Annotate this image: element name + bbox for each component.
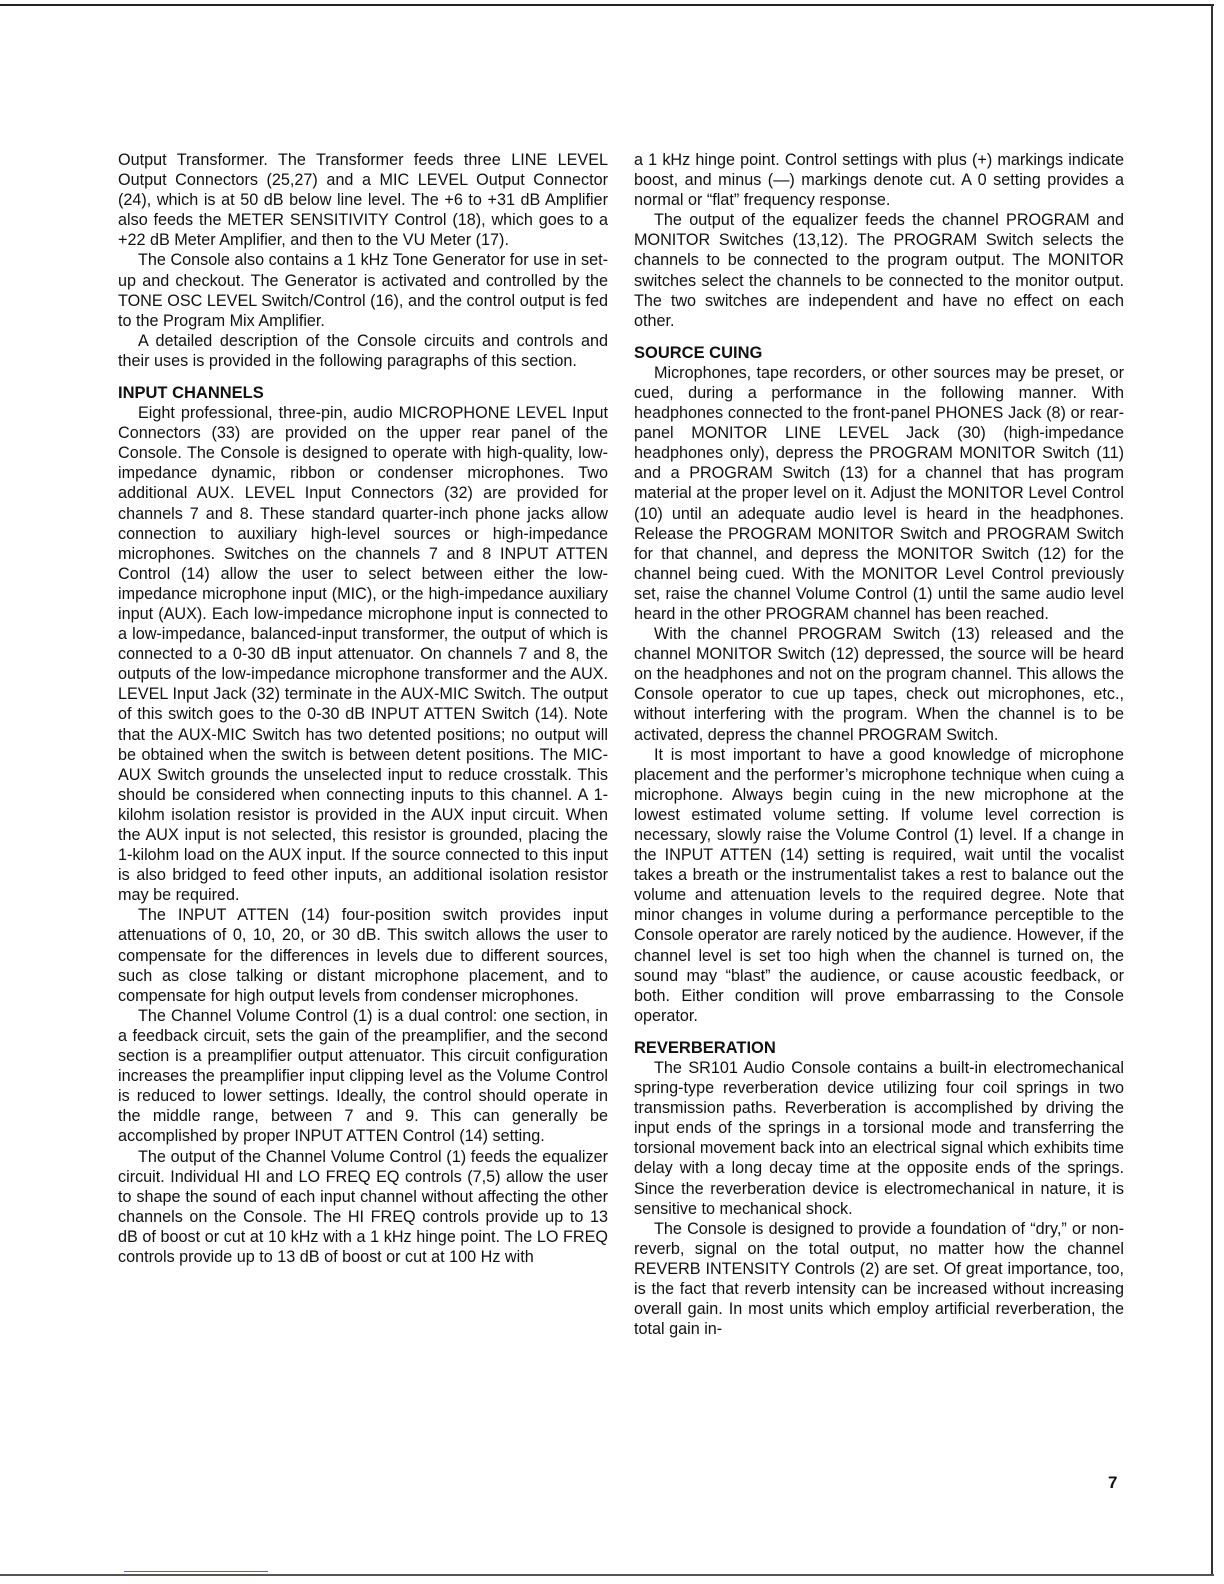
right-column (634, 150, 1124, 1339)
section-heading-reverberation: REVERBERATION (634, 1038, 776, 1057)
scan-mark (124, 1571, 268, 1572)
paragraph: Microphones, tape recorders, or other sources may be preset, or cued, during a performance in the following manner. With headphones connected to the front-panel PHONES Jack (8) or rear-panel MONITOR LINE LEVEL Jack (30) (high-impedance headphones only), depress the PROGRAM MONITOR Switch (11) and a PROGRAM Switch (13) for a channel that has program material at the proper level on it. Adjust the MONITOR Level Control (10) until an adequate audio level is heard in the headphones. Release the PROGRAM MONITOR Switch and PROGRAM Switch for that channel, and depress the MONITOR Switch (12) for the channel being cued. With the MONITOR Level Control previously set, raise the channel Volume Control (1) until the same audio level heard in the other PROGRAM channel has been reached. (634, 363, 1124, 623)
page-border-top (0, 4, 1214, 6)
left-column (118, 150, 608, 1267)
paragraph: The Console also contains a 1 kHz Tone Generator for use in set-up and checkout. The Generator is activated and controlled by the TONE OSC LEVEL Switch/Control (16), and the control output is fed to the Program Mix Amplifier. (118, 251, 608, 330)
page-border-bottom (0, 1574, 1214, 1576)
paragraph: The Console is designed to provide a foundation of “dry,” or non-reverb, signal on the total output, no matter how the channel REVERB INTENSITY Controls (2) are set. Of great importance, too, is the fact that reverb intensity can be increased without increasing overall gain. In most units which employ artificial reverberation, the total gain in- (634, 1219, 1124, 1339)
paragraph: A detailed description of the Console circuits and controls and their uses is provided in the following paragraphs of this section. (118, 331, 608, 370)
section-heading-input-channels: INPUT CHANNELS (118, 384, 264, 403)
section-heading-source-cuing: SOURCE CUING (634, 343, 763, 362)
paragraph: The SR101 Audio Console contains a built-in electromechanical spring-type reverberation device utilizing four coil springs in two transmission paths. Reverberation is accomplished by driving the input ends of the springs in a torsional mode and transferring the torsional movement back into an electrical signal which exhibits time delay with a long decay time at the opposite ends of the springs. Since the reverberation device is electromechanical in nature, it is sensitive to mechanical shock. (634, 1058, 1124, 1218)
paragraph: The output of the equalizer feeds the channel PROGRAM and MONITOR Switches (13,12). The PROGRAM Switch selects the channels to be connected to the program output. The MONITOR switches select the channels to be connected to the monitor output. The two switches are independent and have no effect on each other. (634, 211, 1124, 330)
paragraph: Eight professional, three-pin, audio MICROPHONE LEVEL Input Connectors (33) are provided on the upper rear panel of the Console. The Console is designed to operate with high-quality, low-impedance dynamic, ribbon or condenser microphones. Two additional AUX. LEVEL Input Connectors (32) are provided for channels 7 and 8. These standard quarter-inch phone jacks allow connection to auxiliary high-level sources or high-impedance microphones. Switches on the channels 7 and 8 INPUT ATTEN Control (14) allow the user to select between either the low-impedance microphone input (MIC), or the high-impedance auxiliary input (AUX). Each low-impedance microphone input is connected to a low-impedance, balanced-input transformer, the output of which is connected to a 0-30 dB input attenuator. On channels 7 and 8, the outputs of the low-impedance microphone transformer and the AUX. LEVEL Input Jack (32) terminate in the AUX-MIC Switch. The output of this switch goes to the 0-30 dB INPUT ATTEN Switch (14). Note that the AUX-MIC Switch has two detented positions; no output will be obtained when the switch is between detent positions. The MIC-AUX Switch grounds the unselected input to reduce crosstalk. This should be considered when connecting inputs to this channel. A 1-kilohm isolation resistor is provided in the AUX input circuit. When the AUX input is not selected, this resistor is grounded, placing the 1-kilohm load on the AUX input. If the source connected to this input is also bridged to feed other inputs, an additional isolation resistor may be required. (118, 404, 608, 905)
page-number: 7 (1108, 1473, 1118, 1492)
paragraph: The Channel Volume Control (1) is a dual control: one section, in a feedback circuit, sets the gain of the preamplifier, and the second section is a preamplifier output attenuator. This circuit configuration increases the preamplifier input clipping level as the Volume Control is reduced to lower settings. Ideally, the control should operate in the middle range, between 7 and 9. This can generally be accomplished by proper INPUT ATTEN Control (14) setting. (118, 1006, 608, 1146)
paragraph: It is most important to have a good knowledge of microphone placement and the performer’s microphone technique when cuing a microphone. Always begin cuing in the new microphone at the lowest estimated volume setting. If volume level correction is necessary, slowly raise the Volume Control (1) level. If a change in the INPUT ATTEN (14) setting is required, wait until the vocalist takes a breath or the instrumentalist takes a rest to balance out the volume and attenuation levels to the required degree. Note that minor changes in volume during a performance perceptible to the Console operator are rarely noticed by the audience. However, if the channel level is set too high when the channel is turned on, the sound may “blast” the audience, or cause acoustic feedback, or both. Either condition will prove embarrassing to the Console operator. (634, 745, 1124, 1025)
paragraph: Output Transformer. The Transformer feeds three LINE LEVEL Output Connectors (25,27) and a MIC LEVEL Output Connector (24), which is at 50 dB below line level. The +6 to +31 dB Amplifier also feeds the METER SENSITIVITY Control (18), which goes to a +22 dB Meter Amplifier, and then to the VU Meter (17). (118, 151, 608, 250)
paragraph: The INPUT ATTEN (14) four-position switch provides input attenuations of 0, 10, 20, or 30 dB. This switch allows the user to compensate for the differences in levels due to different sources, such as close talking or distant microphone placement, and to compensate for high output levels from condenser microphones. (118, 906, 608, 1005)
page-border-right (1211, 4, 1213, 1576)
paragraph: The output of the Channel Volume Control (1) feeds the equalizer circuit. Individual HI and LO FREQ EQ controls (7,5) allow the user to shape the sound of each input channel without affecting the other channels on the Console. The HI FREQ controls provide up to 13 dB of boost or cut at 10 kHz with a 1 kHz hinge point. The LO FREQ controls provide up to 13 dB of boost or cut at 100 Hz with (118, 1147, 608, 1266)
paragraph: a 1 kHz hinge point. Control settings with plus (+) markings indicate boost, and minus (—) markings denote cut. A 0 setting provides a normal or “flat” frequency response. (634, 151, 1124, 210)
paragraph: With the channel PROGRAM Switch (13) released and the channel MONITOR Switch (12) depressed, the source will be heard on the headphones and not on the program channel. This allows the Console operator to cue up tapes, check out microphones, etc., without interfering with the program. When the channel is to be activated, depress the channel PROGRAM Switch. (634, 625, 1124, 744)
